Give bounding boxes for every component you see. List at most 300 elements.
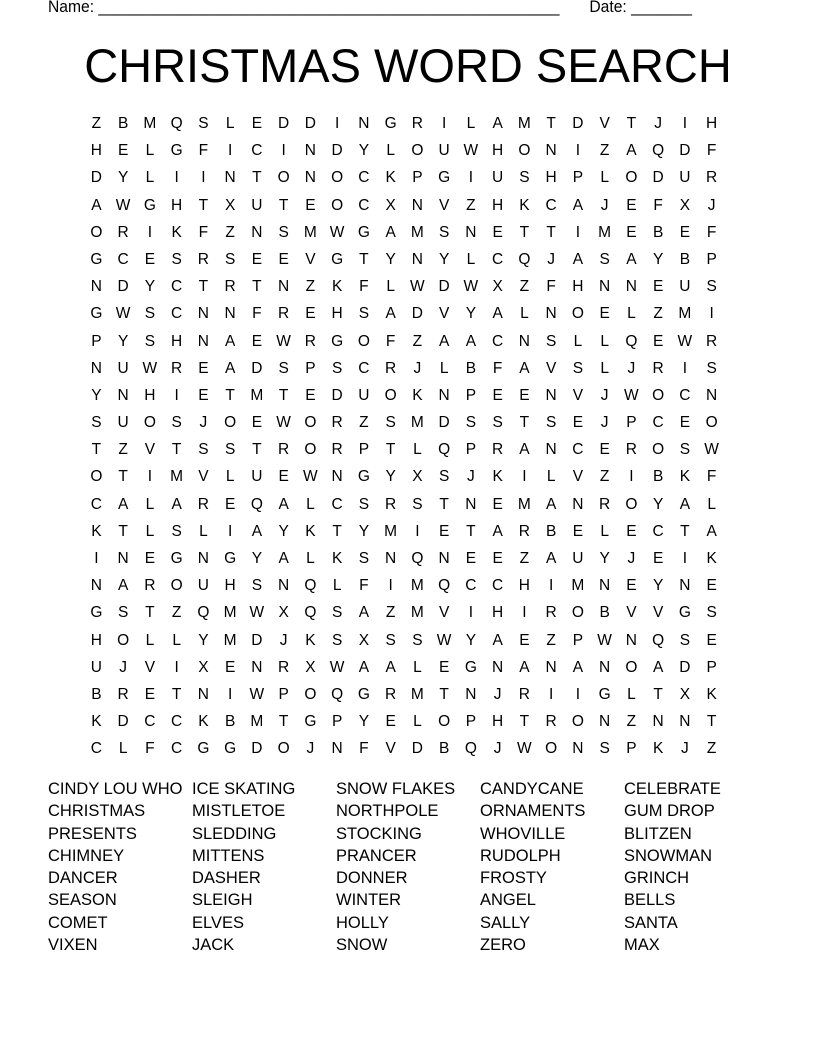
grid-cell[interactable]: W [329, 223, 345, 241]
grid-cell[interactable]: L [466, 115, 476, 132]
grid-cell[interactable]: G [304, 713, 317, 731]
grid-cell[interactable]: A [652, 658, 664, 676]
grid-cell[interactable]: E [706, 631, 717, 649]
grid-cell[interactable]: L [145, 142, 155, 160]
grid-cell[interactable]: G [678, 604, 691, 622]
grid-cell[interactable]: X [679, 196, 691, 214]
grid-cell[interactable]: L [520, 305, 529, 323]
grid-cell[interactable]: T [626, 115, 637, 132]
grid-cell[interactable]: R [385, 685, 397, 703]
grid-cell[interactable]: N [385, 550, 397, 567]
grid-cell[interactable]: D [438, 414, 450, 432]
grid-cell[interactable]: L [600, 359, 609, 377]
grid-cell[interactable]: I [174, 386, 179, 404]
grid-cell[interactable]: F [546, 278, 556, 296]
grid-cell[interactable]: Z [412, 332, 423, 350]
grid-cell[interactable]: N [438, 550, 450, 567]
grid-cell[interactable]: U [679, 278, 691, 296]
grid-cell[interactable]: R [411, 115, 423, 132]
grid-cell[interactable]: I [174, 658, 179, 676]
grid-cell[interactable]: L [199, 522, 208, 540]
grid-cell[interactable]: A [224, 332, 236, 350]
grid-cell[interactable]: T [519, 414, 530, 432]
grid-cell[interactable]: W [303, 468, 318, 486]
grid-cell[interactable]: H [90, 631, 102, 649]
grid-cell[interactable]: N [679, 577, 691, 595]
grid-cell[interactable]: I [94, 550, 99, 567]
grid-cell[interactable]: O [411, 142, 424, 160]
grid-cell[interactable]: H [492, 713, 504, 731]
grid-cell[interactable]: E [626, 577, 637, 595]
grid-cell[interactable]: I [522, 468, 527, 486]
grid-cell[interactable]: N [518, 332, 530, 350]
grid-cell[interactable]: B [465, 359, 477, 377]
grid-cell[interactable]: V [652, 604, 664, 622]
grid-cell[interactable]: W [624, 386, 639, 404]
grid-cell[interactable]: T [680, 522, 690, 540]
grid-cell[interactable]: S [385, 631, 396, 649]
grid-cell[interactable]: G [224, 550, 237, 567]
grid-cell[interactable]: C [652, 522, 664, 540]
grid-cell[interactable]: N [465, 685, 477, 703]
grid-cell[interactable]: Y [198, 631, 209, 649]
grid-cell[interactable]: R [197, 495, 209, 513]
grid-cell[interactable]: N [197, 550, 209, 567]
grid-cell[interactable]: L [225, 115, 235, 132]
grid-cell[interactable]: Q [411, 550, 424, 567]
grid-cell[interactable]: M [598, 223, 612, 241]
grid-cell[interactable]: D [438, 278, 450, 296]
grid-cell[interactable]: L [627, 305, 636, 323]
grid-cell[interactable]: T [439, 495, 449, 513]
grid-cell[interactable]: S [572, 359, 584, 377]
grid-cell[interactable]: R [197, 250, 209, 268]
grid-cell[interactable]: R [278, 305, 290, 323]
grid-cell[interactable]: K [198, 713, 209, 731]
grid-cell[interactable]: D [278, 115, 290, 132]
grid-cell[interactable]: N [599, 577, 611, 595]
grid-cell[interactable]: O [518, 142, 531, 160]
grid-cell[interactable]: E [492, 223, 503, 241]
grid-cell[interactable]: R [117, 223, 129, 241]
grid-cell[interactable]: Z [706, 740, 717, 758]
grid-cell[interactable]: O [224, 414, 237, 432]
grid-cell[interactable]: A [492, 115, 503, 132]
grid-cell[interactable]: A [519, 658, 530, 676]
grid-cell[interactable]: H [545, 169, 557, 187]
grid-cell[interactable]: P [572, 631, 584, 649]
grid-cell[interactable]: E [117, 142, 129, 160]
grid-cell[interactable]: E [305, 196, 316, 214]
grid-cell[interactable]: N [358, 115, 370, 132]
grid-cell[interactable]: Z [626, 713, 637, 731]
grid-cell[interactable]: A [706, 522, 717, 540]
grid-cell[interactable]: Q [652, 631, 665, 649]
grid-cell[interactable]: I [281, 142, 286, 160]
grid-cell[interactable]: F [145, 740, 155, 758]
grid-cell[interactable]: R [545, 604, 557, 622]
grid-cell[interactable]: R [706, 169, 718, 187]
grid-cell[interactable]: C [358, 169, 370, 187]
grid-cell[interactable]: T [332, 522, 342, 540]
grid-cell[interactable]: V [438, 196, 450, 214]
grid-cell[interactable]: B [438, 740, 450, 758]
grid-cell[interactable]: Y [652, 250, 664, 268]
grid-cell[interactable]: A [358, 604, 370, 622]
grid-cell[interactable]: D [251, 359, 263, 377]
grid-cell[interactable]: B [545, 522, 557, 540]
grid-cell[interactable]: O [384, 386, 397, 404]
grid-cell[interactable]: A [492, 522, 503, 540]
grid-cell[interactable]: N [117, 386, 129, 404]
grid-cell[interactable]: S [331, 631, 343, 649]
grid-cell[interactable]: C [171, 713, 183, 731]
grid-cell[interactable]: O [331, 196, 344, 214]
grid-cell[interactable]: E [224, 495, 236, 513]
grid-cell[interactable]: O [143, 414, 156, 432]
grid-cell[interactable]: I [575, 142, 581, 160]
grid-cell[interactable]: P [626, 740, 637, 758]
grid-cell[interactable]: B [652, 223, 664, 241]
grid-cell[interactable]: E [224, 658, 236, 676]
grid-cell[interactable]: N [572, 740, 584, 758]
grid-cell[interactable]: S [224, 441, 236, 459]
grid-cell[interactable]: L [386, 278, 395, 296]
grid-cell[interactable]: B [224, 713, 236, 731]
grid-cell[interactable]: V [599, 115, 610, 132]
grid-cell[interactable]: O [652, 441, 665, 459]
grid-cell[interactable]: L [145, 631, 155, 649]
grid-cell[interactable]: R [599, 495, 611, 513]
grid-cell[interactable]: M [410, 685, 424, 703]
grid-cell[interactable]: E [519, 386, 530, 404]
grid-cell[interactable]: R [492, 441, 504, 459]
grid-cell[interactable]: E [626, 223, 637, 241]
grid-cell[interactable]: D [251, 740, 263, 758]
grid-cell[interactable]: T [145, 604, 155, 622]
grid-cell[interactable]: Y [251, 550, 263, 567]
grid-cell[interactable]: I [227, 142, 233, 160]
grid-cell[interactable]: C [465, 577, 477, 595]
grid-cell[interactable]: N [492, 658, 504, 676]
grid-cell[interactable]: D [679, 658, 691, 676]
grid-cell[interactable]: T [171, 441, 182, 459]
grid-cell[interactable]: E [251, 115, 263, 132]
grid-cell[interactable]: O [90, 468, 103, 486]
grid-cell[interactable]: C [492, 332, 504, 350]
grid-cell[interactable]: Y [91, 386, 102, 404]
grid-cell[interactable]: H [492, 196, 504, 214]
grid-cell[interactable]: F [359, 577, 369, 595]
grid-cell[interactable]: A [492, 631, 503, 649]
grid-cell[interactable]: N [625, 631, 637, 649]
grid-cell[interactable]: C [331, 495, 343, 513]
grid-cell[interactable]: I [388, 577, 393, 595]
grid-cell[interactable]: O [438, 713, 451, 731]
grid-cell[interactable]: S [144, 305, 156, 323]
grid-cell[interactable]: M [571, 577, 585, 595]
grid-cell[interactable]: B [91, 685, 102, 703]
grid-cell[interactable]: E [278, 250, 289, 268]
grid-cell[interactable]: S [438, 223, 450, 241]
grid-cell[interactable]: Y [385, 468, 396, 486]
grid-cell[interactable]: S [171, 250, 182, 268]
grid-cell[interactable]: E [626, 196, 637, 214]
grid-cell[interactable]: P [358, 441, 370, 459]
grid-cell[interactable]: N [545, 658, 557, 676]
grid-cell[interactable]: K [385, 169, 396, 187]
grid-cell[interactable]: A [251, 522, 263, 540]
grid-cell[interactable]: D [304, 115, 316, 132]
grid-cell[interactable]: Z [466, 196, 476, 214]
grid-cell[interactable]: K [412, 386, 423, 404]
grid-cell[interactable]: Y [652, 495, 664, 513]
grid-cell[interactable]: Q [625, 332, 638, 350]
grid-cell[interactable]: G [197, 740, 210, 758]
grid-cell[interactable]: N [278, 278, 290, 296]
grid-cell[interactable]: H [90, 142, 102, 160]
grid-cell[interactable]: S [438, 468, 450, 486]
grid-cell[interactable]: S [599, 250, 610, 268]
grid-cell[interactable]: M [223, 604, 237, 622]
grid-cell[interactable]: A [545, 495, 557, 513]
grid-cell[interactable]: N [331, 468, 343, 486]
grid-cell[interactable]: T [252, 278, 262, 296]
grid-cell[interactable]: Z [519, 278, 530, 296]
grid-cell[interactable]: C [358, 359, 370, 377]
grid-cell[interactable]: Q [464, 740, 477, 758]
grid-cell[interactable]: P [626, 414, 637, 432]
grid-cell[interactable]: S [144, 332, 156, 350]
grid-cell[interactable]: J [654, 115, 662, 132]
grid-cell[interactable]: S [706, 359, 717, 377]
grid-cell[interactable]: N [197, 332, 209, 350]
grid-cell[interactable]: R [518, 685, 530, 703]
grid-cell[interactable]: I [629, 468, 634, 486]
grid-cell[interactable]: W [276, 332, 291, 350]
grid-cell[interactable]: J [306, 740, 315, 758]
grid-cell[interactable]: S [545, 332, 557, 350]
grid-cell[interactable]: U [572, 550, 584, 567]
grid-cell[interactable]: E [198, 386, 209, 404]
grid-cell[interactable]: V [438, 604, 450, 622]
grid-cell[interactable]: M [678, 305, 692, 323]
grid-cell[interactable]: N [465, 495, 477, 513]
grid-cell[interactable]: X [358, 631, 370, 649]
grid-cell[interactable]: L [145, 169, 155, 187]
grid-cell[interactable]: M [143, 115, 157, 132]
grid-cell[interactable]: T [198, 196, 209, 214]
grid-cell[interactable]: V [144, 441, 156, 459]
grid-cell[interactable]: F [706, 468, 717, 486]
grid-cell[interactable]: V [626, 604, 637, 622]
grid-cell[interactable]: R [304, 332, 316, 350]
grid-cell[interactable]: L [707, 495, 716, 513]
grid-cell[interactable]: G [90, 250, 103, 268]
grid-cell[interactable]: I [468, 604, 474, 622]
grid-cell[interactable]: Y [358, 142, 370, 160]
grid-cell[interactable]: M [517, 495, 531, 513]
grid-cell[interactable]: H [171, 332, 183, 350]
grid-cell[interactable]: Y [465, 631, 477, 649]
grid-cell[interactable]: Z [599, 142, 610, 160]
grid-cell[interactable]: L [627, 685, 636, 703]
grid-cell[interactable]: Z [91, 115, 102, 132]
grid-cell[interactable]: T [225, 386, 235, 404]
grid-cell[interactable]: W [597, 631, 612, 649]
grid-cell[interactable]: O [625, 495, 638, 513]
grid-cell[interactable]: A [572, 196, 584, 214]
grid-cell[interactable]: N [545, 441, 557, 459]
grid-cell[interactable]: N [625, 278, 637, 296]
grid-cell[interactable]: Q [331, 685, 344, 703]
grid-cell[interactable]: A [572, 658, 584, 676]
grid-cell[interactable]: S [412, 495, 423, 513]
grid-cell[interactable]: X [305, 658, 316, 676]
grid-cell[interactable]: V [572, 386, 584, 404]
grid-cell[interactable]: C [572, 441, 584, 459]
grid-cell[interactable]: N [545, 386, 557, 404]
grid-cell[interactable]: S [358, 550, 370, 567]
grid-cell[interactable]: T [466, 522, 476, 540]
grid-cell[interactable]: S [358, 305, 370, 323]
grid-cell[interactable]: N [599, 713, 611, 731]
grid-cell[interactable]: E [652, 332, 664, 350]
grid-cell[interactable]: X [385, 196, 396, 214]
grid-cell[interactable]: S [706, 278, 717, 296]
grid-cell[interactable]: S [117, 604, 129, 622]
grid-cell[interactable]: H [492, 604, 504, 622]
grid-cell[interactable]: C [358, 196, 370, 214]
grid-cell[interactable]: R [171, 359, 183, 377]
grid-cell[interactable]: A [171, 495, 182, 513]
grid-cell[interactable]: O [571, 604, 584, 622]
grid-cell[interactable]: K [305, 631, 316, 649]
grid-cell[interactable]: S [599, 740, 610, 758]
grid-cell[interactable]: E [599, 305, 610, 323]
grid-cell[interactable]: J [600, 386, 609, 404]
grid-cell[interactable]: N [251, 658, 263, 676]
grid-cell[interactable]: H [171, 196, 183, 214]
grid-cell[interactable]: G [170, 550, 183, 567]
grid-cell[interactable]: Y [599, 550, 610, 567]
grid-cell[interactable]: U [197, 577, 209, 595]
grid-cell[interactable]: Z [519, 550, 530, 567]
grid-cell[interactable]: I [522, 604, 527, 622]
grid-cell[interactable]: Y [652, 577, 664, 595]
grid-cell[interactable]: J [279, 631, 288, 649]
grid-cell[interactable]: O [304, 414, 317, 432]
grid-cell[interactable]: L [306, 495, 315, 513]
grid-cell[interactable]: A [545, 550, 557, 567]
grid-cell[interactable]: P [706, 658, 717, 676]
grid-cell[interactable]: N [197, 685, 209, 703]
grid-cell[interactable]: Y [465, 305, 477, 323]
grid-cell[interactable]: L [439, 359, 449, 377]
grid-cell[interactable]: G [384, 115, 397, 132]
grid-cell[interactable]: D [117, 278, 129, 296]
grid-cell[interactable]: Z [546, 631, 556, 649]
grid-cell[interactable]: L [306, 550, 315, 567]
grid-cell[interactable]: G [331, 332, 344, 350]
grid-cell[interactable]: B [599, 604, 610, 622]
grid-cell[interactable]: A [465, 332, 477, 350]
grid-cell[interactable]: U [679, 169, 691, 187]
grid-cell[interactable]: O [652, 386, 665, 404]
grid-cell[interactable]: O [545, 740, 558, 758]
grid-cell[interactable]: M [410, 604, 424, 622]
grid-cell[interactable]: P [572, 169, 584, 187]
grid-cell[interactable]: E [492, 550, 503, 567]
grid-cell[interactable]: E [599, 441, 610, 459]
grid-cell[interactable]: M [517, 115, 531, 132]
grid-cell[interactable]: T [439, 685, 449, 703]
grid-cell[interactable]: E [679, 223, 691, 241]
grid-cell[interactable]: J [600, 414, 609, 432]
grid-cell[interactable]: C [171, 740, 183, 758]
grid-cell[interactable]: S [171, 522, 182, 540]
grid-cell[interactable]: J [119, 658, 127, 676]
grid-cell[interactable]: N [465, 223, 477, 241]
grid-cell[interactable]: Q [438, 441, 451, 459]
grid-cell[interactable]: J [600, 196, 609, 214]
grid-cell[interactable]: K [305, 522, 316, 540]
grid-cell[interactable]: A [572, 250, 584, 268]
grid-cell[interactable]: N [545, 305, 557, 323]
grid-cell[interactable]: O [170, 577, 183, 595]
grid-cell[interactable]: W [142, 359, 158, 377]
grid-cell[interactable]: T [385, 441, 396, 459]
grid-cell[interactable]: Y [117, 169, 129, 187]
grid-cell[interactable]: V [545, 359, 557, 377]
grid-cell[interactable]: U [358, 386, 370, 404]
grid-cell[interactable]: L [332, 577, 342, 595]
grid-cell[interactable]: C [492, 577, 504, 595]
grid-cell[interactable]: O [117, 631, 130, 649]
grid-cell[interactable]: S [706, 604, 717, 622]
grid-cell[interactable]: I [682, 550, 688, 567]
grid-cell[interactable]: D [117, 713, 129, 731]
grid-cell[interactable]: R [117, 685, 129, 703]
grid-cell[interactable]: A [117, 495, 129, 513]
grid-cell[interactable]: Q [170, 115, 183, 132]
grid-cell[interactable]: S [545, 414, 557, 432]
grid-cell[interactable]: H [331, 305, 343, 323]
grid-cell[interactable]: T [278, 196, 289, 214]
grid-cell[interactable]: O [277, 169, 290, 187]
grid-cell[interactable]: E [144, 250, 156, 268]
grid-cell[interactable]: G [357, 685, 370, 703]
grid-cell[interactable]: D [679, 142, 691, 160]
grid-cell[interactable]: I [174, 169, 179, 187]
grid-cell[interactable]: W [249, 604, 265, 622]
grid-cell[interactable]: D [251, 631, 263, 649]
grid-cell[interactable]: P [305, 359, 316, 377]
grid-cell[interactable]: F [653, 196, 663, 214]
grid-cell[interactable]: J [681, 740, 689, 758]
grid-cell[interactable]: L [600, 522, 609, 540]
name-field[interactable]: Name: _____________________________________________________ [48, 0, 560, 16]
grid-cell[interactable]: G [357, 223, 370, 241]
grid-cell[interactable]: O [625, 169, 638, 187]
grid-cell[interactable]: R [224, 278, 236, 296]
grid-cell[interactable]: Y [278, 522, 289, 540]
grid-cell[interactable]: T [278, 713, 289, 731]
grid-cell[interactable]: Z [171, 604, 182, 622]
grid-cell[interactable]: Q [304, 604, 317, 622]
grid-cell[interactable]: R [652, 359, 664, 377]
grid-cell[interactable]: T [252, 169, 262, 187]
